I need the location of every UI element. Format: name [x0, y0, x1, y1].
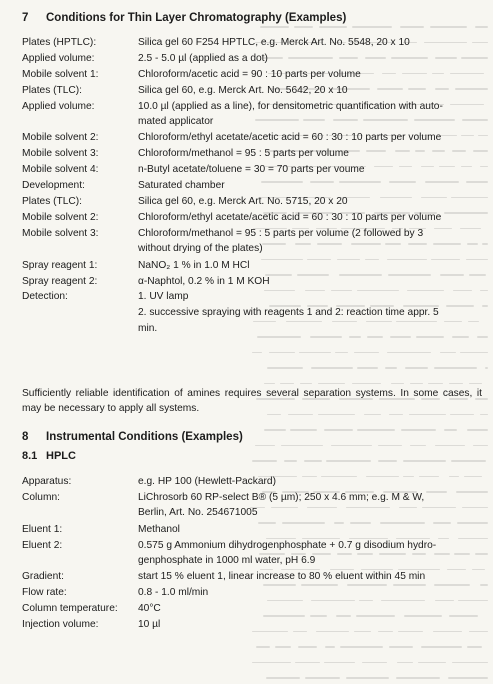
hplc-condition-value-line: Methanol: [138, 523, 180, 535]
tlc-condition-value-line: 10.0 µl (applied as a line), for densitometric quantification with auto-: [138, 100, 443, 112]
tlc-condition-value-line: Chloroform/ethyl acetate/acetic acid = 60 : 30 : 10 parts per volume: [138, 211, 442, 223]
tlc-condition-value: [138, 67, 484, 82]
tlc-condition-value-line: 2. successive spraying with reagents 1 and 2: reaction time appr. 5: [138, 307, 439, 319]
hplc-condition-value: [138, 474, 484, 489]
tlc-condition-value-line: Chloroform/acetic acid = 90 : 10 parts per volume: [138, 68, 361, 80]
hplc-condition-label: Apparatus:: [22, 476, 72, 487]
hplc-condition-value-line: 0.575 g Ammonium dihydrogenphosphate + 0.7 g disodium hydro-: [138, 539, 437, 551]
tlc-condition-label: Spray reagent 2:: [22, 275, 98, 287]
tlc-condition-value-line: mated applicator: [138, 115, 214, 127]
tlc-condition-label: Plates (TLC):: [22, 196, 83, 207]
tlc-condition-value-line: Chloroform/methanol = 95 : 5 parts per volume (2 followed by 3: [138, 227, 424, 239]
tlc-condition-value: [138, 305, 484, 335]
section-8-title: Instrumental Conditions (Examples): [46, 431, 243, 443]
hplc-condition-label: Eluent 2:: [22, 539, 63, 551]
hplc-condition-value: [138, 569, 484, 584]
tlc-condition-value: [138, 146, 484, 161]
tlc-condition-value: [138, 274, 484, 289]
tlc-condition-value: [138, 99, 484, 129]
section-8-1-number: 8.1: [22, 450, 38, 462]
tlc-condition-label: Mobile solvent 2:: [22, 211, 99, 223]
tlc-condition-value: [138, 210, 484, 225]
tlc-condition-value-line: Chloroform/methanol = 95 : 5 parts per volume: [138, 148, 349, 160]
tlc-condition-label: Detection:: [22, 291, 68, 303]
tlc-condition-label: Mobile solvent 2:: [22, 132, 99, 144]
tlc-condition-value-line: Chloroform/ethyl acetate/acetic acid = 60 : 30 : 10 parts per volume: [138, 132, 442, 144]
hplc-condition-value: [138, 538, 484, 568]
tlc-condition-label: Mobile solvent 1:: [22, 68, 99, 80]
hplc-condition-value-line: start 15 % eluent 1, linear increase to 80 % eluent within 45 min: [138, 571, 426, 583]
section-7-heading: [22, 12, 346, 24]
tlc-condition-label: Applied volume:: [22, 52, 95, 64]
tlc-condition-value-line: Silica gel 60, e.g. Merck Art. No. 5642, 20 x 10: [138, 84, 348, 96]
tlc-condition-value: [138, 289, 484, 304]
section-7-note: Sufficiently reliable identification of amines requires several separation systems. In some cases, it may be necessary to apply all systems.: [22, 388, 482, 415]
section-8-heading: [22, 431, 243, 443]
tlc-condition-value-line: 2.5 - 5.0 µl (applied as a dot): [138, 52, 268, 64]
tlc-condition-value: [138, 130, 484, 145]
tlc-condition-value-line: without drying of the plates): [138, 243, 263, 254]
section-8-number: 8: [22, 431, 29, 443]
tlc-condition-label: Spray reagent 1:: [22, 259, 98, 271]
section-7-number: 7: [22, 12, 29, 24]
tlc-condition-label: Plates (TLC):: [22, 84, 83, 96]
tlc-condition-label: Mobile solvent 4:: [22, 164, 99, 176]
hplc-condition-value: [138, 617, 484, 632]
tlc-condition-label: Mobile solvent 3:: [22, 148, 99, 160]
tlc-condition-value-line: min.: [138, 322, 158, 334]
tlc-condition-label: Mobile solvent 3:: [22, 227, 99, 239]
tlc-condition-value: [138, 194, 484, 209]
section-8-1-heading: [22, 450, 76, 462]
hplc-condition-label: Injection volume:: [22, 619, 99, 631]
section-7-title: Conditions for Thin Layer Chromatography (Examples): [46, 12, 347, 24]
tlc-condition-label: Development:: [22, 180, 85, 192]
tlc-condition-value-line: Silica gel 60 F254 HPTLC, e.g. Merck Art. No. 5548, 20 x 10: [138, 37, 410, 48]
tlc-condition-label: Applied volume:: [22, 100, 95, 112]
tlc-condition-value-line: NaNO₂ 1 % in 1.0 M HCl: [138, 259, 250, 271]
tlc-condition-value: [138, 226, 484, 256]
section-8-1-title: HPLC: [46, 450, 76, 462]
hplc-condition-value-line: genphosphate in 1000 ml water, pH 6.9: [138, 554, 316, 566]
hplc-condition-value-line: LiChrosorb 60 RP-select B® (5 µm); 250 x 4.6 mm; e.g. M & W,: [138, 491, 425, 503]
tlc-condition-value: [138, 83, 484, 98]
hplc-condition-value: [138, 585, 484, 600]
hplc-condition-value: [138, 601, 484, 616]
hplc-condition-value-line: e.g. HP 100 (Hewlett-Packard): [138, 476, 276, 487]
hplc-condition-label: Gradient:: [22, 571, 64, 583]
tlc-condition-value-line: Silica gel 60, e.g. Merck Art. No. 5715, 20 x 20: [138, 196, 348, 207]
tlc-condition-value-line: α-Naphtol, 0.2 % in 1 M KOH: [138, 275, 270, 287]
hplc-condition-value-line: Berlin, Art. No. 254671005: [138, 507, 258, 519]
hplc-condition-value-line: 10 µl: [138, 619, 161, 631]
hplc-condition-label: Flow rate:: [22, 587, 67, 599]
tlc-condition-value-line: n-Butyl acetate/toluene = 30 = 70 parts per voume: [138, 164, 365, 176]
tlc-condition-value-line: 1. UV lamp: [138, 291, 189, 303]
hplc-condition-label: Eluent 1:: [22, 523, 63, 535]
hplc-condition-value: [138, 522, 484, 537]
tlc-condition-value: [138, 258, 484, 273]
hplc-condition-value-line: 40°C: [138, 603, 161, 615]
hplc-condition-label: Column:: [22, 491, 60, 503]
tlc-condition-value: [138, 35, 484, 50]
tlc-condition-value: [138, 162, 484, 177]
hplc-condition-label: Column temperature:: [22, 603, 118, 615]
tlc-condition-label: Plates (HPTLC):: [22, 37, 97, 48]
tlc-condition-value: [138, 51, 484, 66]
tlc-condition-value: [138, 178, 484, 193]
hplc-condition-value: [138, 490, 484, 520]
tlc-condition-value-line: Saturated chamber: [138, 180, 225, 192]
hplc-condition-value-line: 0.8 - 1.0 ml/min: [138, 587, 209, 599]
